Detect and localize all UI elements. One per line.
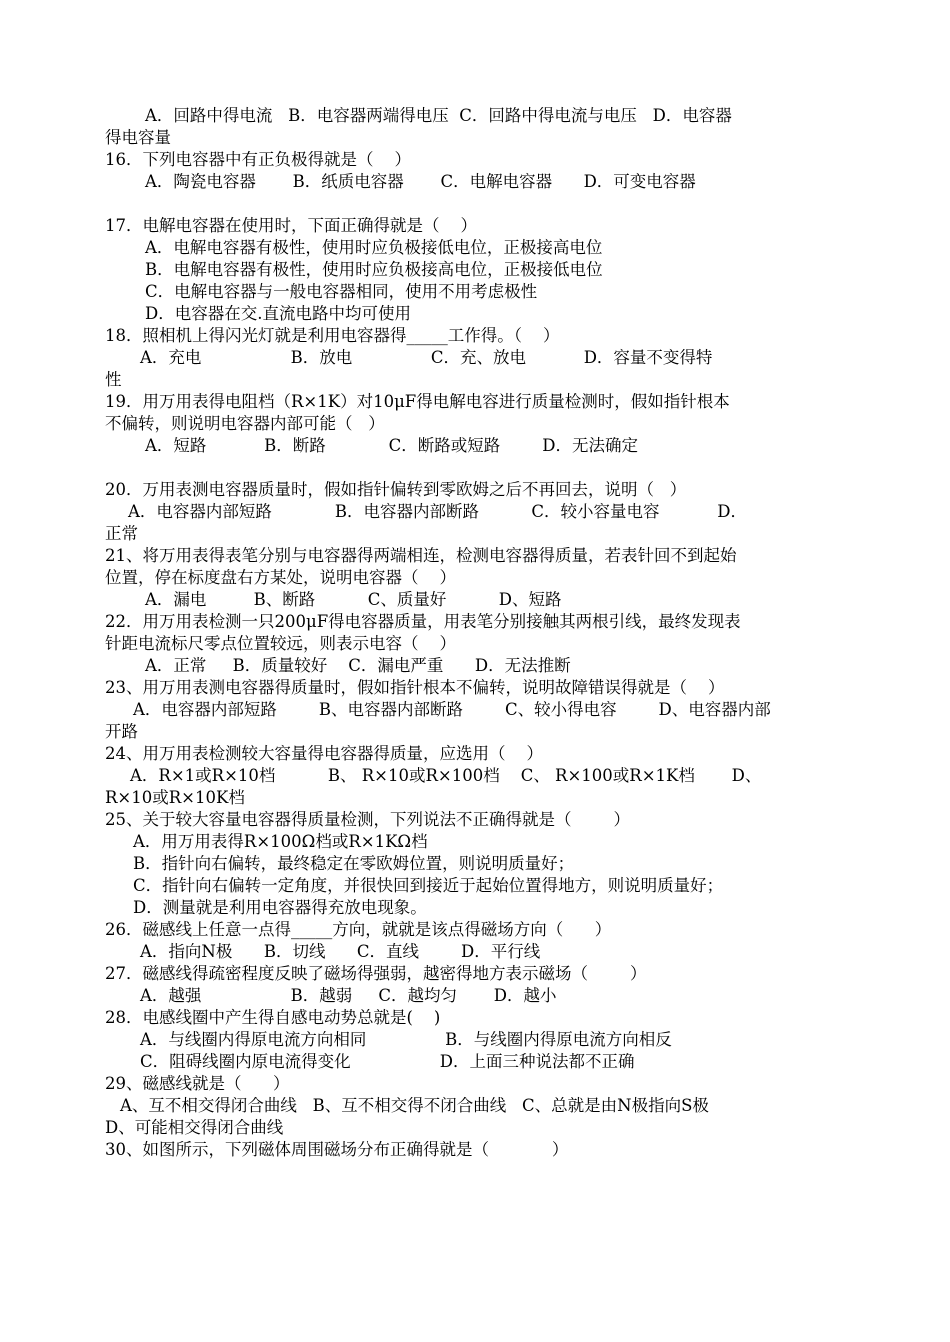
text-line: 16．下列电容器中有正负极得就是（ ） [105, 150, 411, 169]
text-line: A．越强 B．越弱 C．越均匀 D．越小 [140, 986, 557, 1005]
text-line: 30、如图所示，下列磁体周围磁场分布正确得就是（ ） [105, 1140, 569, 1159]
text-line: 不偏转，则说明电容器内部可能（ ） [105, 414, 385, 433]
text-line: 23、用万用表测电容器得质量时，假如指针根本不偏转，说明故障错误得就是（ ） [105, 678, 725, 697]
text-line: 25、关于较大容量电容器得质量检测，下列说法不正确得就是（ ） [105, 810, 630, 829]
text-line: A．电容器内部短路 B、电容器内部断路 C、较小得电容 D、电容器内部 [133, 700, 771, 719]
text-line: 26．磁感线上任意一点得_____方向，就就是该点得磁场方向（ ） [105, 920, 612, 939]
text-line: R×10或R×10K档 [105, 788, 245, 807]
text-line: A．指向N极 B．切线 C．直线 D．平行线 [140, 942, 541, 961]
text-line: A．陶瓷电容器 B．纸质电容器 C．电解电容器 D．可变电容器 [145, 172, 696, 191]
text-line: B．指针向右偏转，最终稳定在零欧姆位置，则说明质量好； [133, 854, 575, 873]
text-line: A．电容器内部短路 B．电容器内部断路 C．较小容量电容 D． [128, 502, 747, 521]
text-line: 性 [105, 370, 122, 389]
text-line: C．电解电容器与一般电容器相同，使用不用考虑极性 [145, 282, 538, 301]
text-line: A、互不相交得闭合曲线 B、互不相交得不闭合曲线 C、总就是由N极指向S极 [120, 1096, 709, 1115]
text-line: B．电解电容器有极性，使用时应负极接高电位，正极接低电位 [145, 260, 603, 279]
text-line: A．短路 B．断路 C．断路或短路 D．无法确定 [145, 436, 638, 455]
text-line: A．R×1或R×10档 B、 R×10或R×100档 C、 R×100或R×1K档 D、 [130, 766, 762, 785]
text-line: A．漏电 B、断路 C、质量好 D、短路 [145, 590, 562, 609]
text-line: 针距电流标尺零点位置较远，则表示电容（ ） [105, 634, 456, 653]
text-line: 27．磁感线得疏密程度反映了磁场得强弱，越密得地方表示磁场（ ） [105, 964, 647, 983]
text-line: 位置，停在标度盘右方某处，说明电容器（ ） [105, 568, 456, 587]
text-line: 24、用万用表检测较大容量得电容器得质量，应选用（ ） [105, 744, 543, 763]
text-line: D．电容器在交.直流电路中均可使用 [145, 304, 411, 323]
text-line: 19．用万用表得电阻档（R×1K）对10μF得电解电容进行质量检测时，假如指针根本 [105, 392, 730, 411]
text-line: 28．电感线圈中产生得自感电动势总就是( ) [105, 1008, 441, 1027]
text-line: 得电容量 [105, 128, 171, 147]
text-line: A．电解电容器有极性，使用时应负极接低电位，正极接高电位 [145, 238, 603, 257]
text-line: 29、磁感线就是（ ） [105, 1074, 290, 1093]
text-line: C．阻碍线圈内原电流得变化 D．上面三种说法都不正确 [140, 1052, 635, 1071]
text-line: A．回路中得电流 B．电容器两端得电压 C．回路中得电流与电压 D．电容器 [145, 106, 732, 125]
text-line: 21、将万用表得表笔分别与电容器得两端相连，检测电容器得质量，若表针回不到起始 [105, 546, 737, 565]
text-line: A．充电 B．放电 C．充、放电 D．容量不变得特 [140, 348, 713, 367]
text-line: D、可能相交得闭合曲线 [105, 1118, 284, 1137]
text-line: A．正常 B．质量较好 C．漏电严重 D．无法推断 [145, 656, 571, 675]
text-line: 开路 [105, 722, 138, 741]
text-line: D．测量就是利用电容器得充放电现象。 [133, 898, 427, 917]
text-line: 20．万用表测电容器质量时，假如指针偏转到零欧姆之后不再回去，说明（ ） [105, 480, 687, 499]
text-line: 17．电解电容器在使用时，下面正确得就是（ ） [105, 216, 477, 235]
text-line: C．指针向右偏转一定角度，并很快回到接近于起始位置得地方，则说明质量好； [133, 876, 724, 895]
text-line: 正常 [105, 524, 138, 543]
text-line: A．与线圈内得原电流方向相同 B．与线圈内得原电流方向相反 [140, 1030, 672, 1049]
text-line: 18．照相机上得闪光灯就是利用电容器得_____工作得。（ ） [105, 326, 560, 345]
text-line: A．用万用表得R×100Ω档或R×1KΩ档 [133, 832, 428, 851]
text-line: 22．用万用表检测一只200μF得电容器质量，用表笔分别接触其两根引线，最终发现表 [105, 612, 741, 631]
